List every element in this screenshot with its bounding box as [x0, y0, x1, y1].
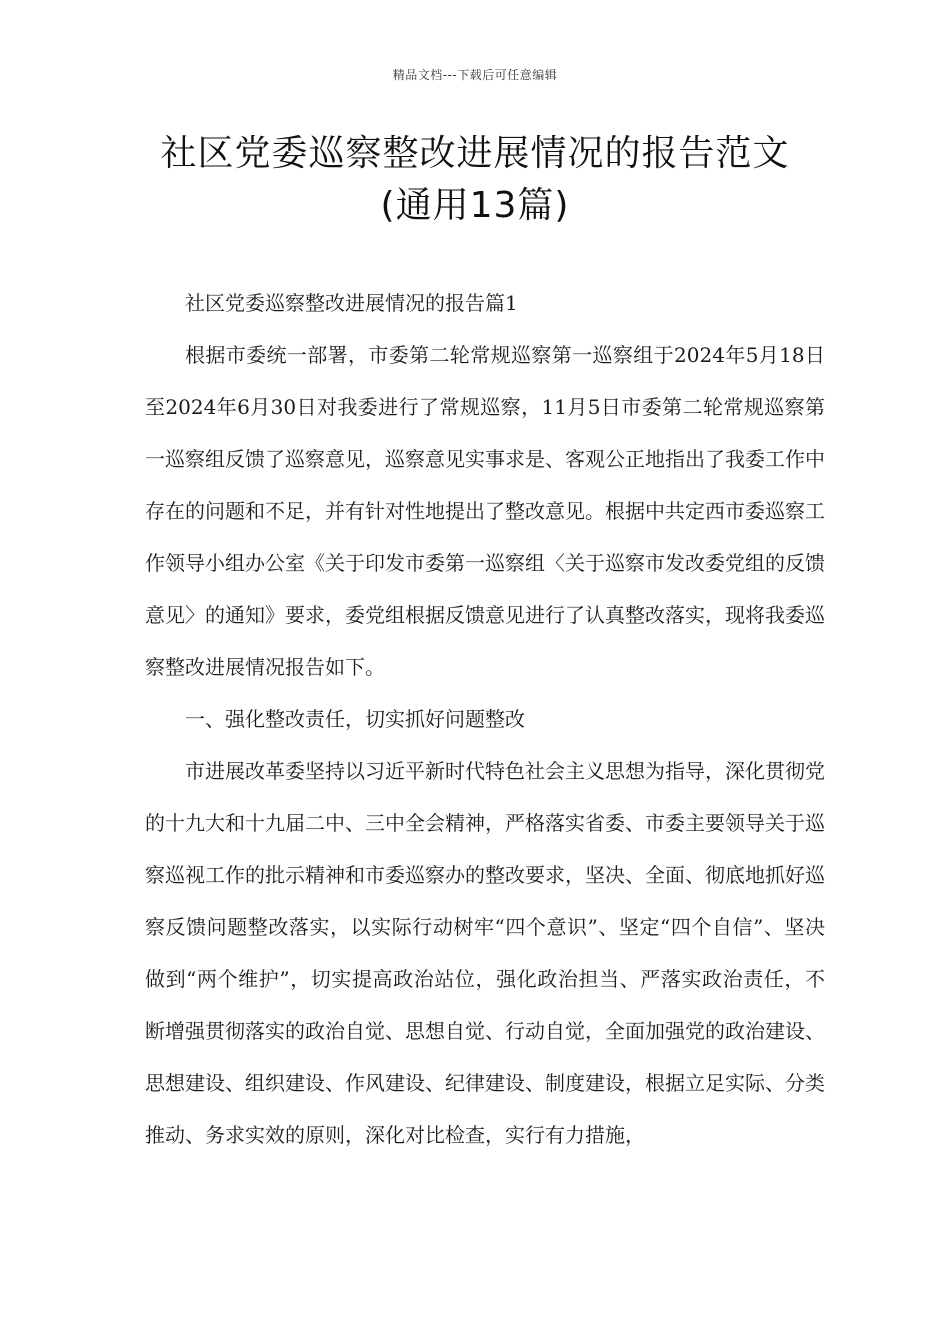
subheading-1: 一、强化整改责任，切实抓好问题整改 [185, 707, 525, 731]
paragraph-1: 根据市委统一部署，市委第二轮常规巡察第一巡察组于2024年5月18日至2024年6月30日对我委进行了常规巡察，11月5日市委第二轮常规巡察第一巡察组反馈了巡察意见，巡察意见实事求是、客观公正地指出了我委工作中存在的问题和不足，并有针对性地提出了整改意见。根据中共定西市委巡察工作领导小组办公室《关于印发市委第一巡察组〈关于巡察市发改委党组的反馈意见〉的通知》要求，委党组根据反馈意见进行了认真整改落实，现将我委巡察整改进展情况报告如下。 [145, 343, 825, 679]
document-title [60, 128, 890, 232]
paragraph-2: 市进展改革委坚持以习近平新时代特色社会主义思想为指导，深化贯彻党的十九大和十九届二中、三中全会精神，严格落实省委、市委主要领导关于巡察巡视工作的批示精神和市委巡察办的整改要求，坚决、全面、彻底地抓好巡察反馈问题整改落实，以实际行动树牢“四个意识”、坚定“四个自信”、坚决做到“两个维护”，切实提高政治站位，强化政治担当、严落实政治责任，不断增强贯彻落实的政治自觉、思想自觉、行动自觉，全面加强党的政治建设、思想建设、组织建设、作风建设、纪律建设、制度建设，根据立足实际、分类推动、务求实效的原则，深化对比检查，实行有力措施， [145, 759, 825, 1147]
header-note: 精品文档---下载后可任意编辑 [392, 68, 558, 82]
section-heading: 社区党委巡察整改进展情况的报告篇1 [185, 291, 518, 315]
title-line-2: (通用13篇) [380, 185, 570, 226]
title-line-1: 社区党委巡察整改进展情况的报告范文 [160, 133, 790, 174]
document-body [145, 277, 825, 1161]
